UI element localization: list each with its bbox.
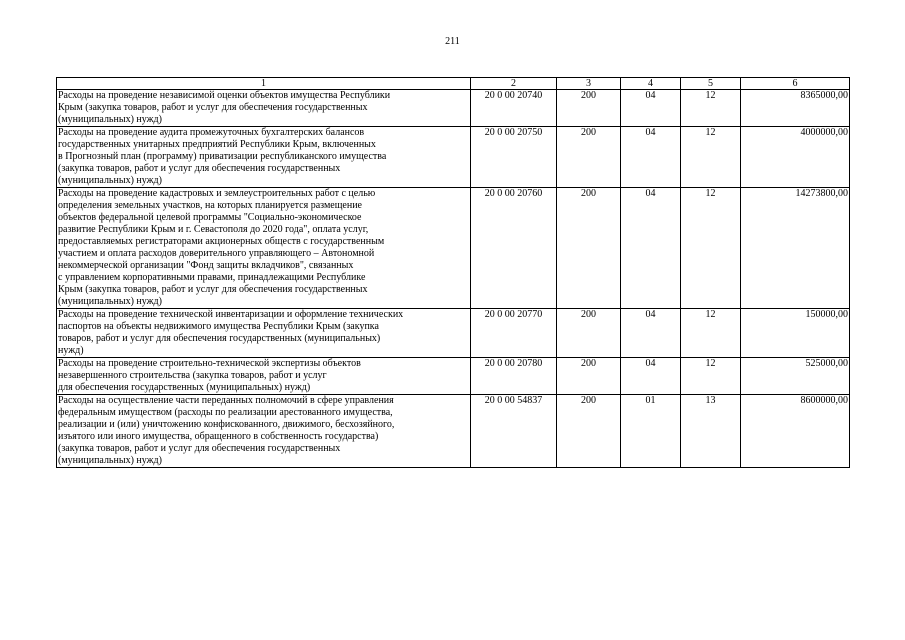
row-section: 04 bbox=[621, 90, 681, 127]
row-amount: 14273800,00 bbox=[741, 188, 850, 309]
row-subsection: 12 bbox=[681, 358, 741, 395]
table-row bbox=[57, 358, 850, 395]
description-line: развитие Республики Крым и г. Севастополя до 2020 года", оплата услуг, bbox=[58, 224, 369, 235]
header-cell: 5 bbox=[681, 78, 741, 90]
row-description bbox=[57, 127, 471, 188]
row-expense-type: 200 bbox=[557, 90, 621, 127]
description-line: Расходы на проведение кадастровых и землеустроительных работ с целью bbox=[58, 188, 376, 199]
description-line: реализации и (или) уничтожению конфискованного, движимого, бесхозяйного, bbox=[58, 419, 395, 430]
description-line: Крым (закупка товаров, работ и услуг для обеспечения государственных bbox=[58, 284, 368, 295]
description-line: федеральным имуществом (расходы по реализации арестованного имущества, bbox=[58, 407, 393, 418]
header-cell: 6 bbox=[741, 78, 850, 90]
description-line: товаров, работ и услуг для обеспечения государственных (муниципальных) bbox=[58, 333, 381, 344]
description-line: участием и оплата расходов доверительного управляющего – Автономной bbox=[58, 248, 375, 259]
table-row bbox=[57, 309, 850, 358]
row-code: 20 0 00 54837 bbox=[471, 395, 557, 468]
header-cell: 4 bbox=[621, 78, 681, 90]
row-amount: 8600000,00 bbox=[741, 395, 850, 468]
table-row bbox=[57, 188, 850, 309]
description-line: (муниципальных) нужд) bbox=[58, 114, 162, 125]
description-line: Расходы на проведение строительно-технической экспертизы объектов bbox=[58, 358, 361, 369]
page-number: 211 bbox=[445, 36, 460, 47]
description-line: с управлением корпоративными правами, принадлежащими Республике bbox=[58, 272, 366, 283]
description-line: изъятого или иного имущества, обращенного в собственность государства) bbox=[58, 431, 379, 442]
table-row bbox=[57, 395, 850, 468]
row-description bbox=[57, 309, 471, 358]
description-line: Расходы на проведение аудита промежуточных бухгалтерских балансов bbox=[58, 127, 365, 138]
description-line: Расходы на осуществление части переданных полномочий в сфере управления bbox=[58, 395, 394, 406]
description-line: государственных унитарных предприятий Республики Крым, включенных bbox=[58, 139, 376, 150]
description-line: (закупка товаров, работ и услуг для обеспечения государственных bbox=[58, 443, 341, 454]
budget-table bbox=[56, 77, 850, 468]
description-line: (закупка товаров, работ и услуг для обеспечения государственных bbox=[58, 163, 341, 174]
row-description bbox=[57, 395, 471, 468]
row-section: 04 bbox=[621, 188, 681, 309]
description-line: Крым (закупка товаров, работ и услуг для обеспечения государственных bbox=[58, 102, 368, 113]
row-code: 20 0 00 20750 bbox=[471, 127, 557, 188]
description-line: определения земельных участков, на которых планируется размещение bbox=[58, 200, 362, 211]
row-section: 04 bbox=[621, 309, 681, 358]
row-section: 01 bbox=[621, 395, 681, 468]
description-line: незавершенного строительства (закупка товаров, работ и услуг bbox=[58, 370, 327, 381]
description-line: предоставляемых регистраторами акционерных обществ с государственным bbox=[58, 236, 385, 247]
description-line: Расходы на проведение технической инвентаризации и оформление технических bbox=[58, 309, 404, 320]
table-row bbox=[57, 127, 850, 188]
row-expense-type: 200 bbox=[557, 127, 621, 188]
row-expense-type: 200 bbox=[557, 188, 621, 309]
row-section: 04 bbox=[621, 127, 681, 188]
row-expense-type: 200 bbox=[557, 395, 621, 468]
row-code: 20 0 00 20780 bbox=[471, 358, 557, 395]
description-line: некоммерческой организации "Фонд защиты вкладчиков", связанных bbox=[58, 260, 354, 271]
row-description bbox=[57, 188, 471, 309]
row-code: 20 0 00 20760 bbox=[471, 188, 557, 309]
header-cell: 2 bbox=[471, 78, 557, 90]
row-code: 20 0 00 20770 bbox=[471, 309, 557, 358]
row-subsection: 13 bbox=[681, 395, 741, 468]
description-line: (муниципальных) нужд) bbox=[58, 296, 162, 307]
description-line: в Прогнозный план (программу) приватизации республиканского имущества bbox=[58, 151, 387, 162]
header-cell: 3 bbox=[557, 78, 621, 90]
table-row bbox=[57, 90, 850, 127]
row-expense-type: 200 bbox=[557, 309, 621, 358]
description-line: для обеспечения государственных (муниципальных) нужд) bbox=[58, 382, 311, 393]
row-subsection: 12 bbox=[681, 90, 741, 127]
row-subsection: 12 bbox=[681, 127, 741, 188]
row-section: 04 bbox=[621, 358, 681, 395]
row-amount: 8365000,00 bbox=[741, 90, 850, 127]
header-row bbox=[57, 78, 850, 90]
description-line: нужд) bbox=[58, 345, 84, 356]
description-line: Расходы на проведение независимой оценки объектов имущества Республики bbox=[58, 90, 391, 101]
description-line: (муниципальных) нужд) bbox=[58, 175, 162, 186]
row-expense-type: 200 bbox=[557, 358, 621, 395]
row-amount: 4000000,00 bbox=[741, 127, 850, 188]
row-description bbox=[57, 90, 471, 127]
row-description bbox=[57, 358, 471, 395]
row-amount: 525000,00 bbox=[741, 358, 850, 395]
description-line: паспортов на объекты недвижимого имущества Республики Крым (закупка bbox=[58, 321, 379, 332]
row-code: 20 0 00 20740 bbox=[471, 90, 557, 127]
description-line: (муниципальных) нужд) bbox=[58, 455, 162, 466]
row-subsection: 12 bbox=[681, 188, 741, 309]
description-line: объектов федеральной целевой программы "Социально-экономическое bbox=[58, 212, 362, 223]
row-amount: 150000,00 bbox=[741, 309, 850, 358]
row-subsection: 12 bbox=[681, 309, 741, 358]
header-cell: 1 bbox=[57, 78, 471, 90]
